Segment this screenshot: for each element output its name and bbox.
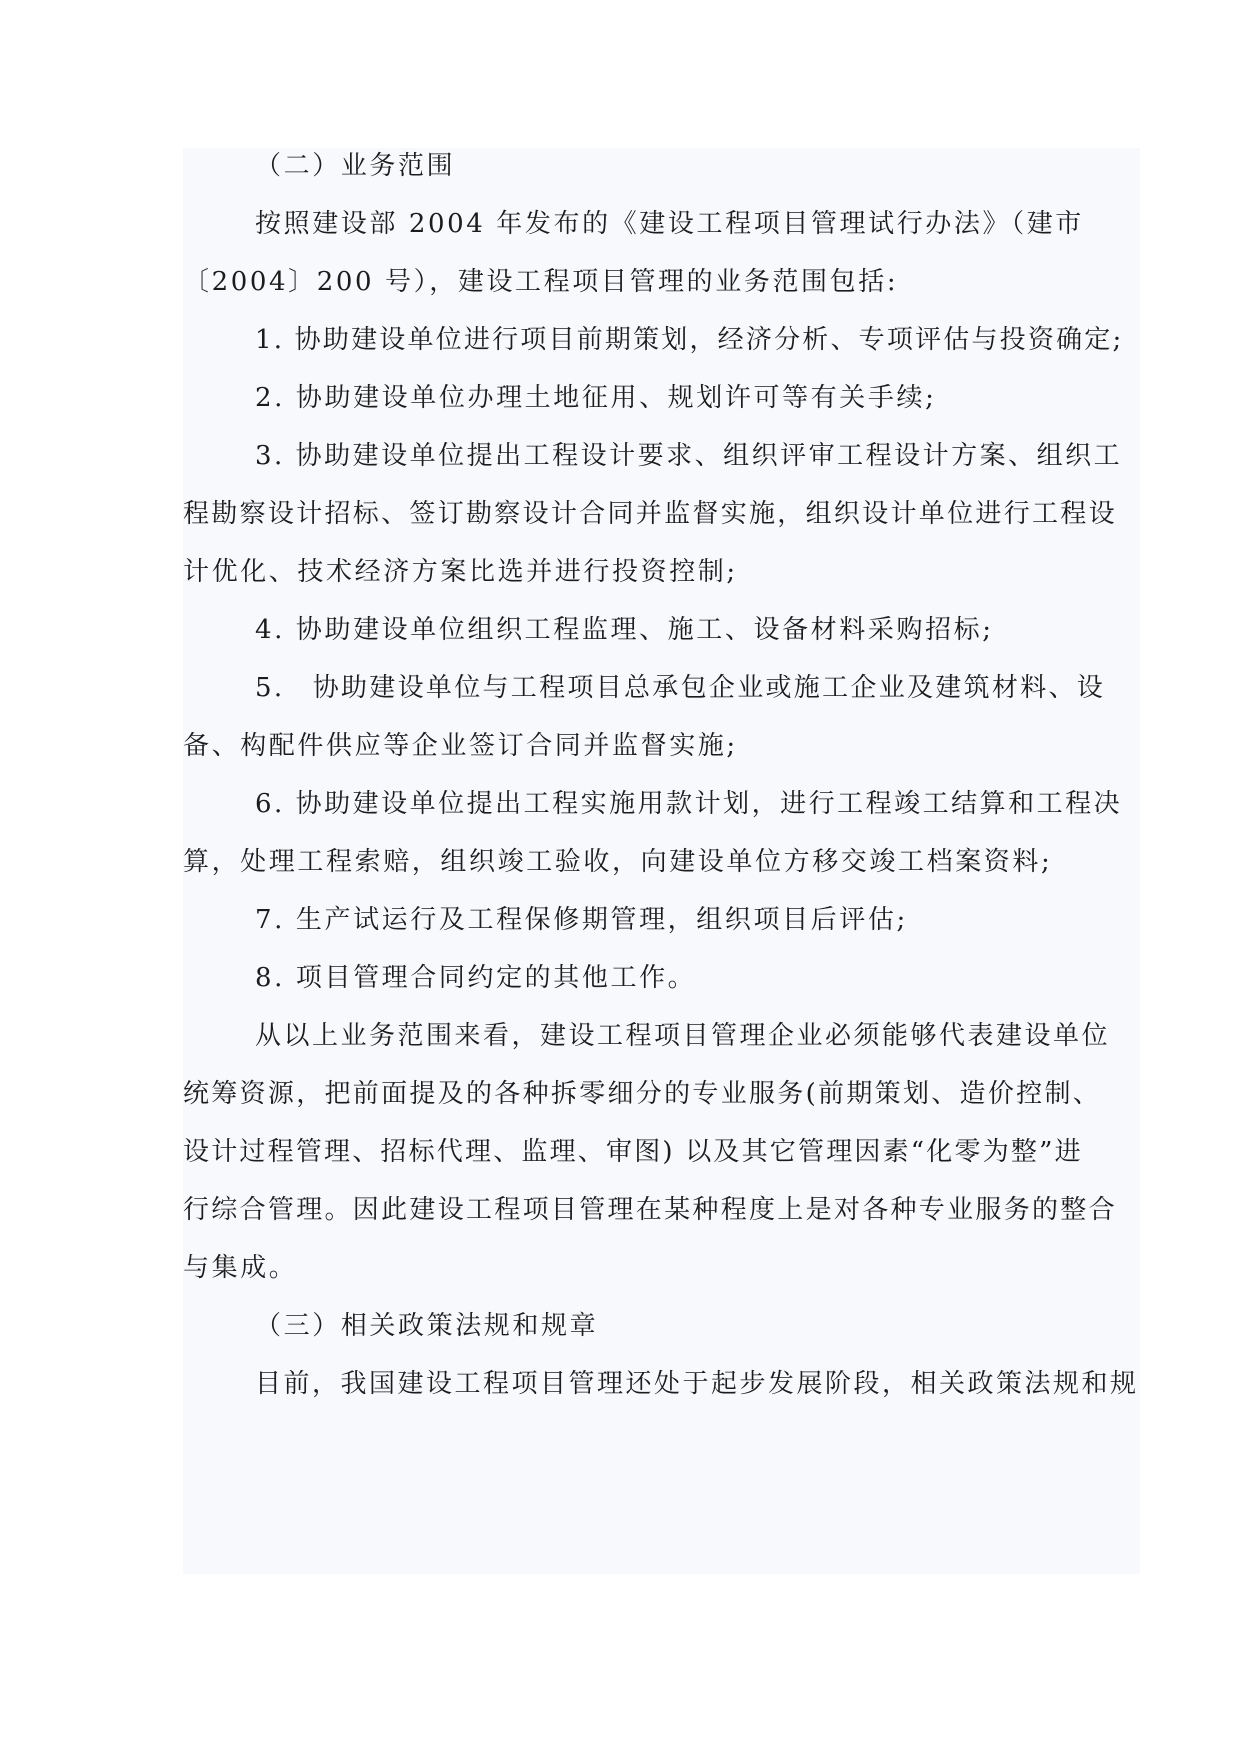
document-page: [183, 148, 1140, 1574]
paragraph-line: 设计过程管理、招标代理、监理、审图) 以及其它管理因素“化零为整”进: [183, 1137, 1083, 1167]
list-item-8: 8. 项目管理合同约定的其他工作。: [255, 963, 697, 993]
list-item-3-cont: 程勘察设计招标、签订勘察设计合同并监督实施，组织设计单位进行工程设: [183, 499, 1117, 529]
section-heading-business-scope: （二）业务范围: [255, 151, 456, 181]
list-item-7: 7. 生产试运行及工程保修期管理，组织项目后评估;: [255, 905, 908, 935]
section-heading-policies: （三）相关政策法规和规章: [255, 1311, 599, 1341]
list-item-6: 6. 协助建设单位提出工程实施用款计划，进行工程竣工结算和工程决: [255, 789, 1123, 819]
list-item-1: 1. 协助建设单位进行项目前期策划，经济分析、专项评估与投资确定;: [255, 325, 1124, 355]
paragraph-line: 〔2004〕200 号），建设工程项目管理的业务范围包括:: [183, 267, 899, 297]
list-item-6-cont: 算，处理工程索赔，组织竣工验收，向建设单位方移交竣工档案资料;: [183, 847, 1053, 877]
paragraph-line: 与集成。: [183, 1253, 298, 1283]
list-item-3-cont: 计优化、技术经济方案比选并进行投资控制;: [183, 557, 738, 587]
list-item-3: 3. 协助建设单位提出工程设计要求、组织评审工程设计方案、组织工: [255, 441, 1123, 471]
paragraph-line: 目前，我国建设工程项目管理还处于起步发展阶段，相关政策法规和规: [255, 1369, 1139, 1399]
list-item-2: 2. 协助建设单位办理土地征用、规划许可等有关手续;: [255, 383, 937, 413]
paragraph-line: 行综合管理。因此建设工程项目管理在某种程度上是对各种专业服务的整合: [183, 1195, 1117, 1225]
paragraph-line: 从以上业务范围来看，建设工程项目管理企业必须能够代表建设单位: [255, 1021, 1111, 1051]
list-item-5-cont: 备、构配件供应等企业签订合同并监督实施;: [183, 731, 738, 761]
list-item-4: 4. 协助建设单位组织工程监理、施工、设备材料采购招标;: [255, 615, 994, 645]
paragraph-line: 按照建设部 2004 年发布的《建设工程项目管理试行办法》（建市: [255, 209, 1084, 239]
paragraph-line: 统筹资源，把前面提及的各种拆零细分的专业服务(前期策划、造价控制、: [183, 1079, 1102, 1109]
list-item-5: 5. 协助建设单位与工程项目总承包企业或施工企业及建筑材料、设: [255, 673, 1106, 703]
